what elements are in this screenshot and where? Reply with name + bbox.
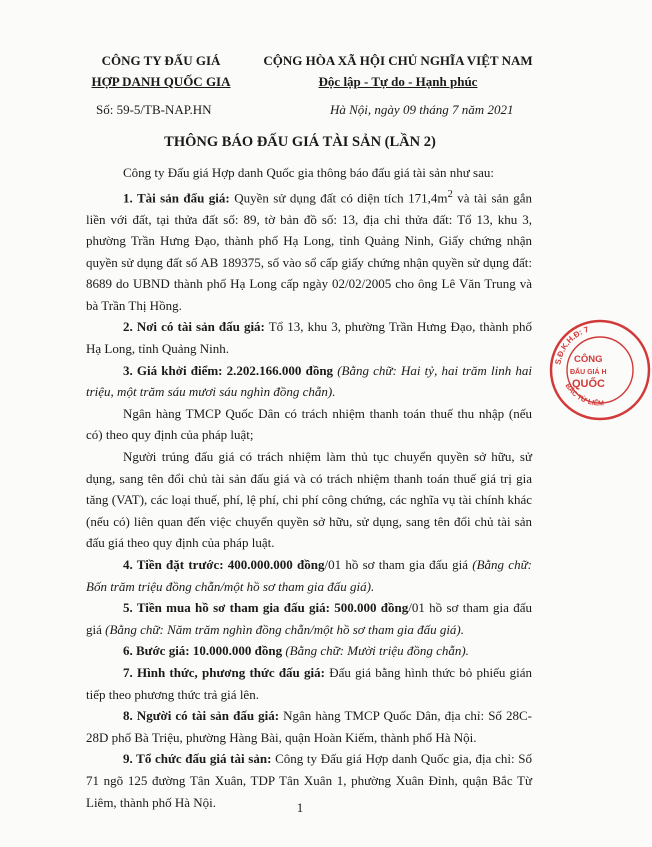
section-8-text: Ngân hàng TMCP Quốc Dân, địa chỉ: Số 28C-28D phố Bà Triệu, phường Hàng Bài, quận Hoàn Kiếm, thành phố Hà Nội. <box>86 708 532 745</box>
seal-line-2: ĐẤU GIÁ H <box>570 369 607 376</box>
org-header <box>72 50 250 92</box>
section-6 <box>86 640 532 662</box>
org-name-line1: CÔNG TY ĐẤU GIÁ <box>101 53 221 68</box>
section-1-text-a: Quyền sử dụng đất có diện tích 171,4m <box>229 189 448 205</box>
org-name-line2: HỢP DANH QUỐC GIA <box>91 74 231 89</box>
section-2 <box>86 316 532 359</box>
section-1-label: 1. Tài sản đấu giá: <box>123 189 230 205</box>
section-5-text: /01 hồ sơ tham gia đấu giá <box>86 600 532 637</box>
section-7 <box>86 662 532 705</box>
section-4-text: /01 hồ sơ tham gia đấu giá <box>324 557 473 573</box>
section-5-label: 5. Tiền mua hồ sơ tham gia đấu giá: 500.000 đồng <box>123 600 409 616</box>
section-1-superscript: 2 <box>447 187 453 200</box>
intro-paragraph: Công ty Đấu giá Hợp danh Quốc gia thông báo đấu giá tài sản như sau: <box>123 165 494 180</box>
section-4-label: 4. Tiền đặt trước: 400.000.000 đồng <box>123 557 325 573</box>
section-9-text: Công ty Đấu giá Hợp danh Quốc gia, địa chỉ: Số 71 ngõ 125 đường Tân Xuân, TDP Tân Xuân 1, phường Xuân Đỉnh, quận Bắc Từ Liêm, thành phố Hà Nội. <box>86 751 532 810</box>
company-seal <box>548 318 652 422</box>
section-2-label: 2. Nơi có tài sản đấu giá: <box>123 319 265 335</box>
section-2-text: Tổ 13, khu 3, phường Trần Hưng Đạo, thành phố Hạ Long, tỉnh Quảng Ninh. <box>86 319 532 357</box>
document-number: Số: 59-5/TB-NAP.HN <box>96 102 212 117</box>
seal-line-1: CÔNG <box>574 354 603 365</box>
section-1 <box>86 184 532 317</box>
seal-line-3: QUỐC <box>572 378 605 390</box>
section-5 <box>86 597 532 640</box>
section-9-label: 9. Tổ chức đấu giá tài sản: <box>123 751 272 767</box>
seal-ring-text: S.Đ.K.H.Đ: 7 <box>553 324 590 366</box>
section-1-text-b: và tài sản gắn liền với đất, tại thửa đất số: 89, tờ bản đồ số: 13, địa chỉ thửa đất: Tổ 13, khu 3, phường Trần Hưng Đạo, thành phố Hạ Long, tỉnh Quảng Ninh, Giấy chứng nhận quyền sử dụng đất số AB 189375, số vào sổ cấp giấy chứng nhận quyền sử dụng đất: 8689 do UBND thành phố Hạ Long cấp ngày 02/02/2005 cho ông Lê Văn Trung và bà Trần Thị Hồng. <box>86 189 532 313</box>
nation-line1: CỘNG HÒA XÃ HỘI CHỦ NGHĨA VIỆT NAM <box>263 53 533 68</box>
document-title: THÔNG BÁO ĐẤU GIÁ TÀI SẢN (LẦN 2) <box>164 134 436 150</box>
section-6-label: 6. Bước giá: 10.000.000 đồng <box>123 643 283 659</box>
section-6-words: (Bằng chữ: Mười triệu đồng chẵn). <box>282 643 469 659</box>
nation-motto: Độc lập - Tự do - Hạnh phúc <box>318 74 478 89</box>
section-3-words: (Bằng chữ: Hai tỷ, hai trăm linh hai triệu, một trăm sáu mươi sáu nghìn đồng chẵn). <box>86 362 532 400</box>
winner-obligation-paragraph: Người trúng đấu giá có trách nhiệm làm thủ tục chuyển quyền sở hữu, sử dụng, sang tên đổi chủ tài sản đấu giá và có trách nhiệm thanh toán thuế giá trị gia tăng (VAT), các loại thuế, phí, lệ phí, chi phí công chứng, các nghĩa vụ tài chính khác (nếu có) liên quan đến việc chuyển quyền sở hữu, sử dụng, sang tên đổi chủ tài sản đấu giá theo quy định của pháp luật. <box>86 449 532 551</box>
section-3 <box>86 360 532 403</box>
section-8-label: 8. Người có tài sản đấu giá: <box>123 708 280 724</box>
document-date: Hà Nội, ngày 09 tháng 7 năm 2021 <box>330 102 514 117</box>
seal-bottom-text: BẮC TỪ LIÊM <box>563 382 605 408</box>
document-body <box>86 162 532 813</box>
section-8 <box>86 705 532 748</box>
section-3-label: 3. Giá khởi điểm: 2.202.166.000 đồng <box>123 362 334 378</box>
nation-header <box>258 50 538 92</box>
section-4-words: (Bằng chữ: Bốn trăm triệu đồng chẵn/một hồ sơ tham gia đấu giá). <box>86 557 532 594</box>
section-5-words: (Bằng chữ: Năm trăm nghìn đồng chẵn/một hồ sơ tham gia đấu giá). <box>105 621 465 637</box>
section-7-label: 7. Hình thức, phương thức đấu giá: <box>123 664 325 680</box>
page-number: 1 <box>296 800 304 815</box>
bank-tax-paragraph: Ngân hàng TMCP Quốc Dân có trách nhiệm thanh toán thuế thu nhập (nếu có) theo quy định của pháp luật; <box>86 405 532 443</box>
section-4 <box>86 554 532 597</box>
section-7-text: Đấu giá bằng hình thức bỏ phiếu gián tiếp theo phương thức trả giá lên. <box>86 664 532 702</box>
